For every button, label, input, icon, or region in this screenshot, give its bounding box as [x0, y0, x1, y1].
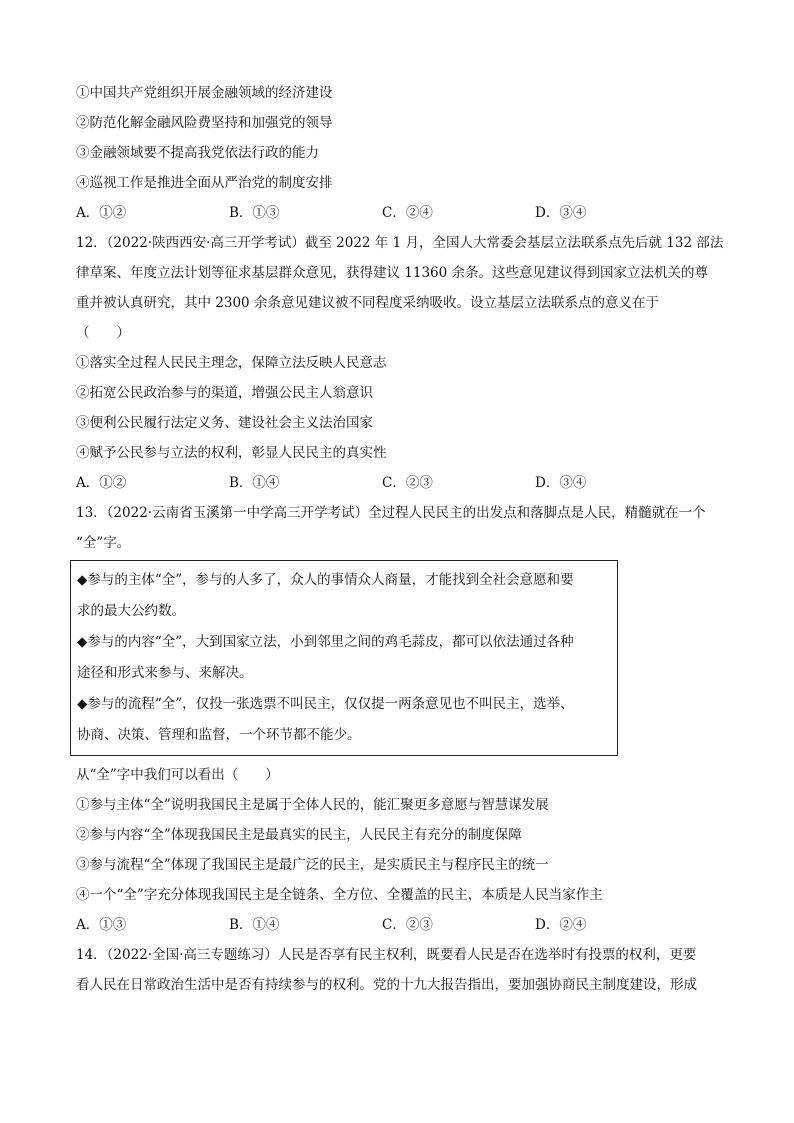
q13-box-line-2: 求的最大公约数。: [77, 603, 185, 619]
q12-option-c: C．②③: [382, 475, 433, 491]
q13-item-2: ②参与内容“全”体现我国民主是最真实的民主，人民民主有充分的制度保障: [76, 827, 522, 843]
q13-stem-question: 从“全”字中我们可以看出（ ）: [76, 767, 279, 783]
q12-answer-blank: （ ）: [76, 325, 130, 341]
q12-item-1: ①落实全过程人民民主理念，保障立法反映人民意志: [76, 355, 387, 371]
q13-box-line-3: ◆参与的内容“全”，大到国家立法，小到邻里之间的鸡毛蒜皮，都可以依法通过各种: [77, 634, 574, 650]
q12-option-b: B．①④: [229, 475, 280, 491]
q13-material-box: [70, 560, 618, 756]
q13-item-4: ④一个“全”字充分体现我国民主是全链条、全方位、全覆盖的民主，本质是人民当家作主: [76, 887, 603, 903]
q12-stem-line-2: 律草案、年度立法计划等征求基层群众意见，获得建议 11360 余条。这些意见建议得到国家立法机关的尊: [76, 265, 709, 281]
q12-item-2: ②拓宽公民政治参与的渠道，增强公民主人翁意识: [76, 385, 373, 401]
q12-stem-line-1: 12．（2022·陕西西安·高三开学考试）截至 2022 年 1 月，全国人大常委会基层立法联系点先后就 132 部法: [76, 235, 724, 251]
q11-option-c: C．②④: [382, 205, 433, 221]
q11-option-b: B．①③: [229, 205, 280, 221]
q11-option-a: A．①②: [76, 205, 127, 221]
q11-item-1: ①中国共产党组织开展金融领域的经济建设: [76, 85, 333, 101]
q11-item-2: ②防范化解金融风险费坚持和加强党的领导: [76, 115, 333, 131]
q11-item-4: ④巡视工作是推进全面从严治党的制度安排: [76, 175, 333, 191]
q13-options: [76, 910, 721, 940]
q13-box-line-1: ◆参与的主体“全”，参与的人多了，众人的事情众人商量，才能找到全社会意愿和要: [77, 572, 574, 588]
q13-stem-line-1: 13．（2022·云南省玉溪第一中学高三开学考试）全过程人民民主的出发点和落脚点是人民，精髓就在一个: [76, 505, 706, 521]
q14-stem-line-1: 14．（2022·全国·高三专题练习）人民是否享有民主权利，既要看人民是否在选举时有投票的权利，更要: [76, 947, 697, 963]
q11-item-3: ③金融领域要不提高我党依法行政的能力: [76, 145, 319, 161]
q13-item-1: ①参与主体“全”说明我国民主是属于全体人民的，能汇聚更多意愿与智慧谋发展: [76, 797, 549, 813]
q13-box-line-6: 协商、决策、管理和监督，一个环节都不能少。: [77, 727, 361, 743]
question-14: [76, 940, 721, 1000]
q13-item-3: ③参与流程“全”体现了我国民主是最广泛的民主，是实质民主与程序民主的统一: [76, 857, 549, 873]
q13-option-a: A．①③: [76, 917, 127, 933]
q13-option-b: B．①④: [229, 917, 280, 933]
q12-item-4: ④赋予公民参与立法的权利，彰显人民民主的真实性: [76, 445, 387, 461]
question-11: [76, 78, 721, 228]
q13-option-c: C．②③: [382, 917, 433, 933]
q14-stem-line-2: 看人民在日常政治生活中是否有持续参与的权利。党的十九大报告指出，要加强协商民主制度建设，形成: [76, 977, 697, 993]
document-page: [76, 78, 724, 1000]
question-12: [76, 228, 724, 498]
q11-options: [76, 198, 721, 228]
q13-box-line-5: ◆参与的流程“全”，仅投一张选票不叫民主，仅仅提一两条意见也不叫民主，选举、: [77, 696, 574, 712]
q11-option-d: D．③④: [535, 205, 587, 221]
q12-item-3: ③便利公民履行法定义务、建设社会主义法治国家: [76, 415, 373, 431]
q12-option-a: A．①②: [76, 475, 127, 491]
q13-stem-line-2: “全”字。: [76, 535, 131, 551]
q12-options: [76, 468, 721, 498]
q13-option-d: D．②④: [535, 917, 587, 933]
q12-stem-line-3: 重并被认真研究，其中 2300 余条意见建议被不同程度采纳吸收。设立基层立法联系点的意义在于: [76, 295, 659, 311]
q12-option-d: D．③④: [535, 475, 587, 491]
q13-box-line-4: 途径和形式来参与、来解决。: [77, 665, 253, 681]
question-13: [76, 498, 721, 940]
